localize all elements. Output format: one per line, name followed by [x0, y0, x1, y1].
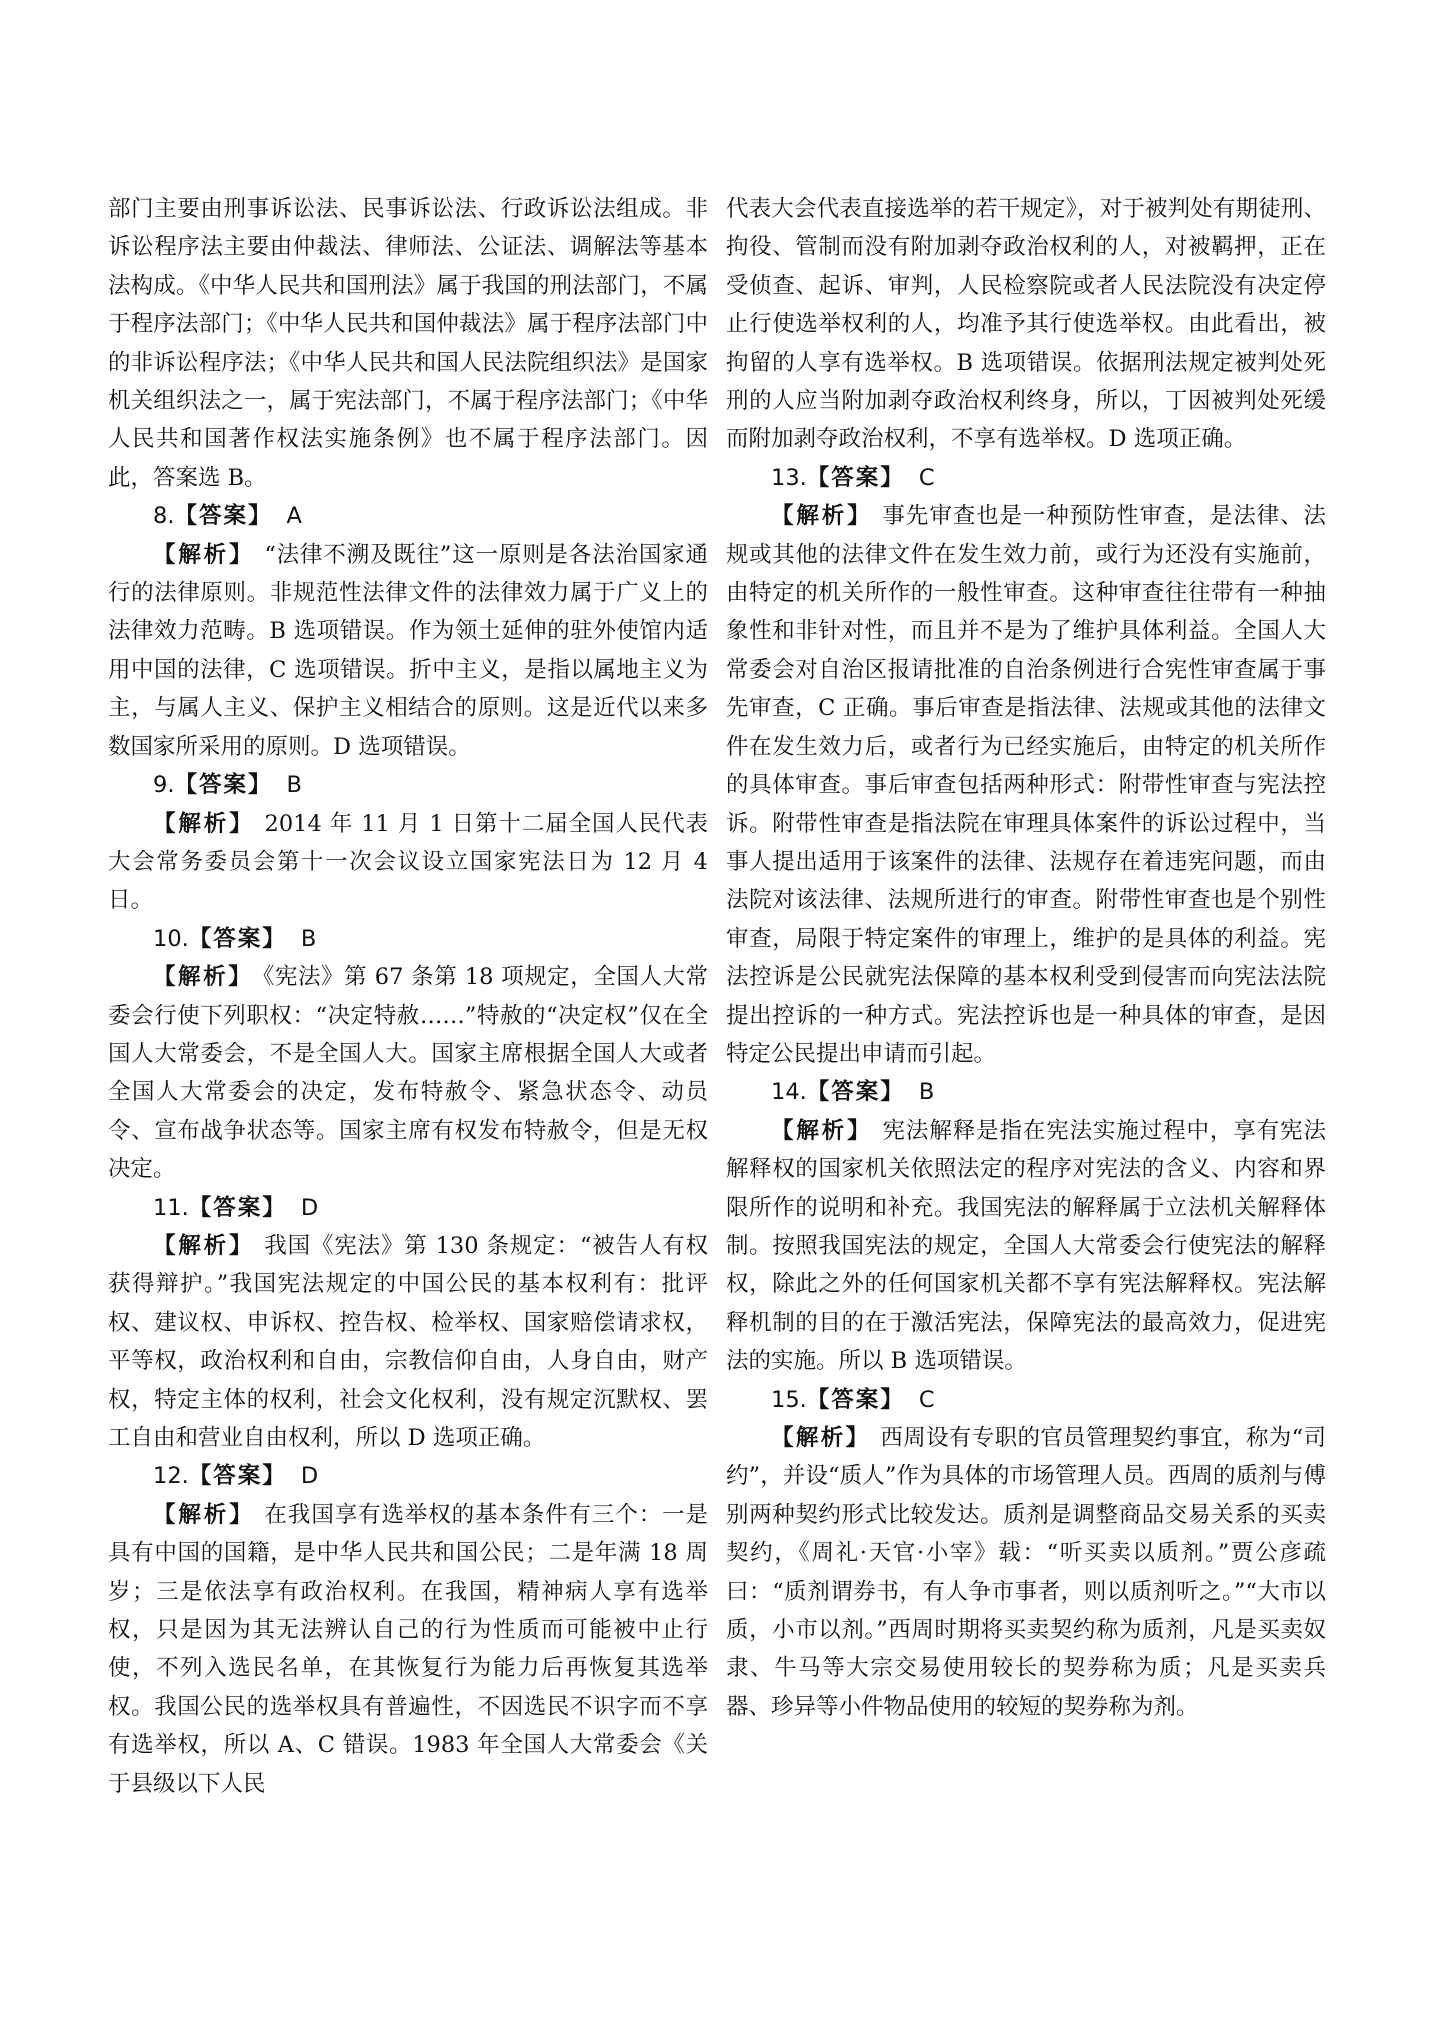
answer-label: 【答案】: [188, 925, 287, 952]
explanation-label: 【解析】: [771, 1425, 871, 1451]
explanation-text: 我国《宪法》第 130 条规定：“被告人有权获得辩护。”我国宪法规定的中国公民的基本权利有：批评权、建议权、申诉权、控告权、检举权、国家赔偿请求权，平等权，政治权利和自由，宗教信仰自由，人身自由，财产权，特定主体的权利，社会文化权利，没有规定沉默权、罢工自由和营业自由权利，所以 D 选项正确。: [108, 1232, 708, 1451]
explanation-label: 【解析】: [153, 1501, 255, 1528]
answer-11: [108, 1189, 708, 1227]
explanation-label: 【解析】: [153, 810, 255, 837]
answer-letter: B: [918, 1079, 935, 1106]
explanation-15: [726, 1419, 1326, 1726]
answer-label: 【答案】: [174, 772, 273, 799]
question-number: 14.: [771, 1079, 807, 1106]
answer-9: [108, 766, 708, 804]
answer-label: 【答案】: [806, 1079, 905, 1106]
answer-letter: D: [300, 1463, 319, 1490]
explanation-text: “法律不溯及既往”这一原则是各法治国家通行的法律原则。非规范性法律文件的法律效力属于广义上的法律效力范畴。B 选项错误。作为领土延伸的驻外使馆内适用中国的法律，C 选项错误。折中主义，是指以属地主义为主，与属人主义、保护主义相结合的原则。这是近代以来多数国家所采用的原则。D 选项错误。: [108, 541, 708, 760]
answer-letter: C: [918, 1386, 935, 1413]
answer-label: 【答案】: [188, 1194, 287, 1221]
answer-letter: A: [286, 503, 302, 530]
answer-10: [108, 920, 708, 958]
explanation-11: [108, 1227, 708, 1457]
question-number: 15.: [771, 1386, 807, 1413]
answer-letter: B: [300, 925, 317, 952]
right-column: [726, 190, 1326, 1726]
explanation-text: 在我国享有选举权的基本条件有三个：一是具有中国的国籍，是中华人民共和国公民；二是年满 18 周岁；三是依法享有政治权利。在我国，精神病人享有选举权，只是因为其无法辨认自己的行为性质而可能被中止行使，不列入选民名单，在其恢复行为能力后再恢复其选举权。我国公民的选举权具有普遍性，不因选民不识字而不享有选举权，所以 A、C 错误。1983 年全国人大常委会《关于县级以下人民: [108, 1501, 708, 1797]
explanation-label: 【解析】: [153, 964, 254, 991]
question-number: 11.: [153, 1194, 189, 1221]
answer-letter: B: [286, 772, 302, 799]
explanation-8: [108, 536, 708, 766]
explanation-text: 2014 年 11 月 1 日第十二届全国人民代表大会常务委员会第十一次会议设立国家宪法日为 12 月 4 日。: [108, 810, 708, 914]
explanation-12: [108, 1496, 708, 1803]
explanation-9: [108, 805, 708, 920]
explanation-label: 【解析】: [771, 503, 873, 530]
explanation-13: [726, 497, 1326, 1073]
question-number: 13.: [771, 464, 807, 491]
continued-paragraph: 部门主要由刑事诉讼法、民事诉讼法、行政诉讼法组成。非诉讼程序法主要由仲裁法、律师法、公证法、调解法等基本法构成。《中华人民共和国刑法》属于我国的刑法部门，不属于程序法部门；《中华人民共和国仲裁法》属于程序法部门中的非诉讼程序法；《中华人民共和国人民法院组织法》是国家机关组织法之一，属于宪法部门，不属于程序法部门；《中华人民共和国著作权法实施条例》也不属于程序法部门。因此，答案选 B。: [108, 196, 708, 491]
question-number: 10.: [153, 925, 189, 952]
left-column: [108, 190, 708, 1803]
answer-label: 【答案】: [806, 1386, 905, 1413]
answer-13: [726, 459, 1326, 497]
answer-label: 【答案】: [174, 503, 273, 530]
answer-letter: C: [918, 464, 935, 491]
question-number: 9.: [153, 772, 175, 799]
explanation-label: 【解析】: [771, 1117, 873, 1144]
explanation-14: [726, 1112, 1326, 1381]
question-number: 12.: [153, 1463, 189, 1490]
explanation-text: 西周设有专职的官员管理契约事宜，称为“司约”，并设“质人”作为具体的市场管理人员。西周的质剂与傅别两种契约形式比较发达。质剂是调整商品交易关系的买卖契约，《周礼·天官·小宰》载：“听买卖以质剂。”贾公彦疏曰：“质剂谓券书，有人争市事者，则以质剂听之。”“大市以质，小市以剂。”西周时期将买卖契约称为质剂，凡是买卖奴隶、牛马等大宗交易使用较长的契券称为质；凡是买卖兵器、珍异等小件物品使用的较短的契券称为剂。: [726, 1425, 1326, 1720]
continued-paragraph: 代表大会代表直接选举的若干规定》，对于被判处有期徒刑、拘役、管制而没有附加剥夺政治权利的人，对被羁押，正在受侦查、起诉、审判，人民检察院或者人民法院没有决定停止行使选举权利的人，均准予其行使选举权。由此看出，被拘留的人享有选举权。B 选项错误。依据刑法规定被判处死刑的人应当附加剥夺政治权利终身，所以，丁因被判处死缓而附加剥夺政治权利，不享有选举权。D 选项正确。: [726, 196, 1326, 453]
answer-15: [726, 1381, 1326, 1419]
explanation-label: 【解析】: [153, 541, 255, 568]
answer-14: [726, 1073, 1326, 1111]
explanation-text: 事先审查也是一种预防性审查，是法律、法规或其他的法律文件在发生效力前，或行为还没有实施前，由特定的机关所作的一般性审查。这种审查往往带有一种抽象性和非针对性，而且并不是为了维护具体利益。全国人大常委会对自治区报请批准的自治条例进行合宪性审查属于事先审查，C 正确。事后审查是指法律、法规或其他的法律文件在发生效力后，或者行为已经实施后，由特定的机关所作的具体审查。事后审查包括两种形式：附带性审查与宪法控诉。附带性审查是指法院在审理具体案件的诉讼过程中，当事人提出适用于该案件的法律、法规存在着违宪问题，而由法院对该法律、法规所进行的审查。附带性审查也是个别性审查，局限于特定案件的审理上，维护的是具体的利益。宪法控诉是公民就宪法保障的基本权利受到侵害而向宪法法院提出控诉的一种方式。宪法控诉也是一种具体的审查，是因特定公民提出申请而引起。: [726, 503, 1326, 1067]
answer-letter: D: [300, 1194, 319, 1221]
explanation-10: [108, 958, 708, 1188]
question-number: 8.: [153, 503, 175, 530]
answer-label: 【答案】: [188, 1463, 287, 1490]
answer-label: 【答案】: [806, 464, 905, 491]
explanation-label: 【解析】: [153, 1232, 255, 1259]
answer-8: [108, 497, 708, 535]
explanation-text: 宪法解释是指在宪法实施过程中，享有宪法解释权的国家机关依照法定的程序对宪法的含义、内容和界限所作的说明和补充。我国宪法的解释属于立法机关解释体制。按照我国宪法的规定，全国人大常委会行使宪法的解释权，除此之外的任何国家机关都不享有宪法解释权。宪法解释机制的目的在于激活宪法，保障宪法的最高效力，促进宪法的实施。所以 B 选项错误。: [726, 1117, 1326, 1375]
explanation-text: 《宪法》第 67 条第 18 项规定，全国人大常委会行使下列职权：“决定特赦……”特赦的“决定权”仅在全国人大常委会，不是全国人大。国家主席根据全国人大或者全国人大常委会的决定，发布特赦令、紧急状态令、动员令、宣布战争状态等。国家主席有权发布特赦令，但是无权决定。: [108, 964, 708, 1183]
answer-12: [108, 1457, 708, 1495]
